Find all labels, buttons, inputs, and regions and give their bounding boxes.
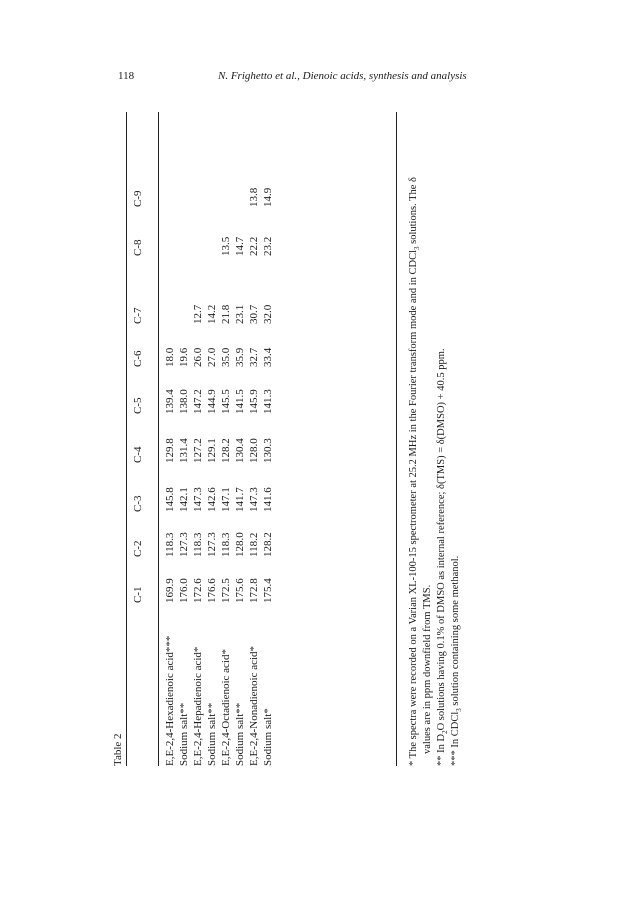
table-cell: 118.3: [192, 532, 204, 557]
table-cell: 176.0: [178, 578, 190, 603]
footnote-text: values are in ppm downfield from TMS.: [422, 584, 433, 754]
table-cell: 176.6: [206, 578, 218, 603]
footnote-subscript: 2: [441, 730, 450, 734]
table-cell: 175.4: [262, 578, 274, 603]
row-label: Sodium salt**: [234, 702, 246, 766]
table-cell: 19.6: [178, 347, 190, 367]
table-cell: 128.0: [234, 532, 246, 557]
table-cell: 145.8: [164, 487, 176, 512]
footnote-text: O solutions having 0.1% of DMSO as internal reference; δ(TMS) = δ(DMSO) + 40.5 ppm.: [436, 348, 447, 731]
table-cell: 118.3: [220, 532, 232, 557]
table-cell: 141.3: [262, 389, 274, 414]
running-title: N. Frighetto et al., Dienoic acids, synthesis and analysis: [218, 70, 467, 82]
table-cell: 139.4: [164, 389, 176, 414]
table-header-rule: [158, 112, 159, 766]
table-cell: 14.2: [206, 304, 218, 324]
column-header: C-9: [132, 190, 144, 207]
table-cell: 35.9: [234, 347, 246, 367]
table-bottom-rule: [396, 112, 397, 766]
table-cell: 131.4: [178, 438, 190, 463]
table-top-rule: [126, 112, 127, 766]
table-cell: 147.2: [192, 389, 204, 414]
table-cell: 23.2: [262, 236, 274, 256]
table-cell: 141.5: [234, 389, 246, 414]
table-cell: 127.3: [206, 532, 218, 557]
table-cell: 129.8: [164, 438, 176, 463]
table-cell: 128.2: [262, 532, 274, 557]
table-cell: 127.2: [192, 438, 204, 463]
table-cell: 32.7: [248, 347, 260, 367]
footnote: [436, 349, 449, 767]
table-cell: 141.6: [262, 487, 274, 512]
table-cell: 27.0: [206, 347, 218, 367]
table-cell: 128.0: [248, 438, 260, 463]
footnote-text: * The spectra were recorded on a Varian XL-100-15 spectrometer at 25.2 MHz in the Fourier transform mode and in CDCl: [408, 250, 419, 766]
row-label: E,E-2,4-Nonadienoic acid*: [248, 645, 260, 766]
row-label: Sodium salt*: [262, 708, 274, 766]
footnote-subscript: 3: [455, 708, 464, 712]
table-cell: 142.1: [178, 487, 190, 512]
table-cell: 127.3: [178, 532, 190, 557]
table-cell: 144.9: [206, 389, 218, 414]
table-cell: 172.8: [248, 578, 260, 603]
table-cell: 33.4: [262, 347, 274, 367]
table-cell: 13.5: [220, 236, 232, 256]
row-label: Sodium salt**: [178, 702, 190, 766]
page-number: 118: [118, 70, 135, 82]
table-cell: 26.0: [192, 347, 204, 367]
table-cell: 175.6: [234, 578, 246, 603]
table-cell: 129.1: [206, 438, 218, 463]
row-label: E,E-2,4-Hexadienoic acid***: [164, 635, 176, 766]
row-label: E,E-2,4-Hepadienoic acid*: [192, 646, 204, 766]
table-cell: 172.5: [220, 578, 232, 603]
rotated-table-block: [112, 0, 512, 766]
footnote: [450, 556, 463, 766]
column-header: C-5: [132, 397, 144, 414]
column-header: C-8: [132, 239, 144, 256]
table-cell: 147.3: [192, 487, 204, 512]
footnote-text: solutions. The δ: [408, 176, 419, 247]
column-header: C-2: [132, 540, 144, 557]
table-label: Table 2: [112, 733, 124, 766]
table-cell: 18.0: [164, 347, 176, 367]
footnote: [422, 585, 433, 754]
column-header: C-7: [132, 307, 144, 324]
row-label: E,E-2,4-Octadienoic acid*: [220, 649, 232, 766]
table-cell: 142.6: [206, 487, 218, 512]
table-cell: 13.8: [248, 187, 260, 207]
table-cell: 130.4: [234, 438, 246, 463]
table-cell: 35.0: [220, 347, 232, 367]
table-cell: 14.9: [262, 187, 274, 207]
table-cell: 118.2: [248, 532, 260, 557]
table-cell: 145.9: [248, 389, 260, 414]
row-label: Sodium salt**: [206, 702, 218, 766]
table-cell: 22.2: [248, 236, 260, 256]
table-cell: 147.1: [220, 487, 232, 512]
column-header: C-3: [132, 495, 144, 512]
table-cell: 147.3: [248, 487, 260, 512]
table-cell: 32.0: [262, 304, 274, 324]
table-cell: 23.1: [234, 304, 246, 324]
table-cell: 30.7: [248, 304, 260, 324]
footnote-text: ** In D: [436, 733, 447, 766]
table-cell: 12.7: [192, 304, 204, 324]
table-cell: 130.3: [262, 438, 274, 463]
table-cell: 141.7: [234, 487, 246, 512]
table-cell: 138.0: [178, 389, 190, 414]
table-cell: 118.3: [164, 532, 176, 557]
footnote-subscript: 3: [413, 246, 422, 250]
column-header: C-6: [132, 350, 144, 367]
table-cell: 145.5: [220, 389, 232, 414]
column-header: C-1: [132, 586, 144, 603]
table-cell: 172.6: [192, 578, 204, 603]
table-cell: 21.8: [220, 304, 232, 324]
table-cell: 128.2: [220, 438, 232, 463]
table-cell: 14.7: [234, 236, 246, 256]
table-cell: 169.9: [164, 578, 176, 603]
footnote-text: *** In CDCl: [450, 711, 461, 766]
footnote: [408, 177, 421, 766]
column-header: C-4: [132, 446, 144, 463]
footnote-text: solution containing some methanol.: [450, 555, 461, 709]
